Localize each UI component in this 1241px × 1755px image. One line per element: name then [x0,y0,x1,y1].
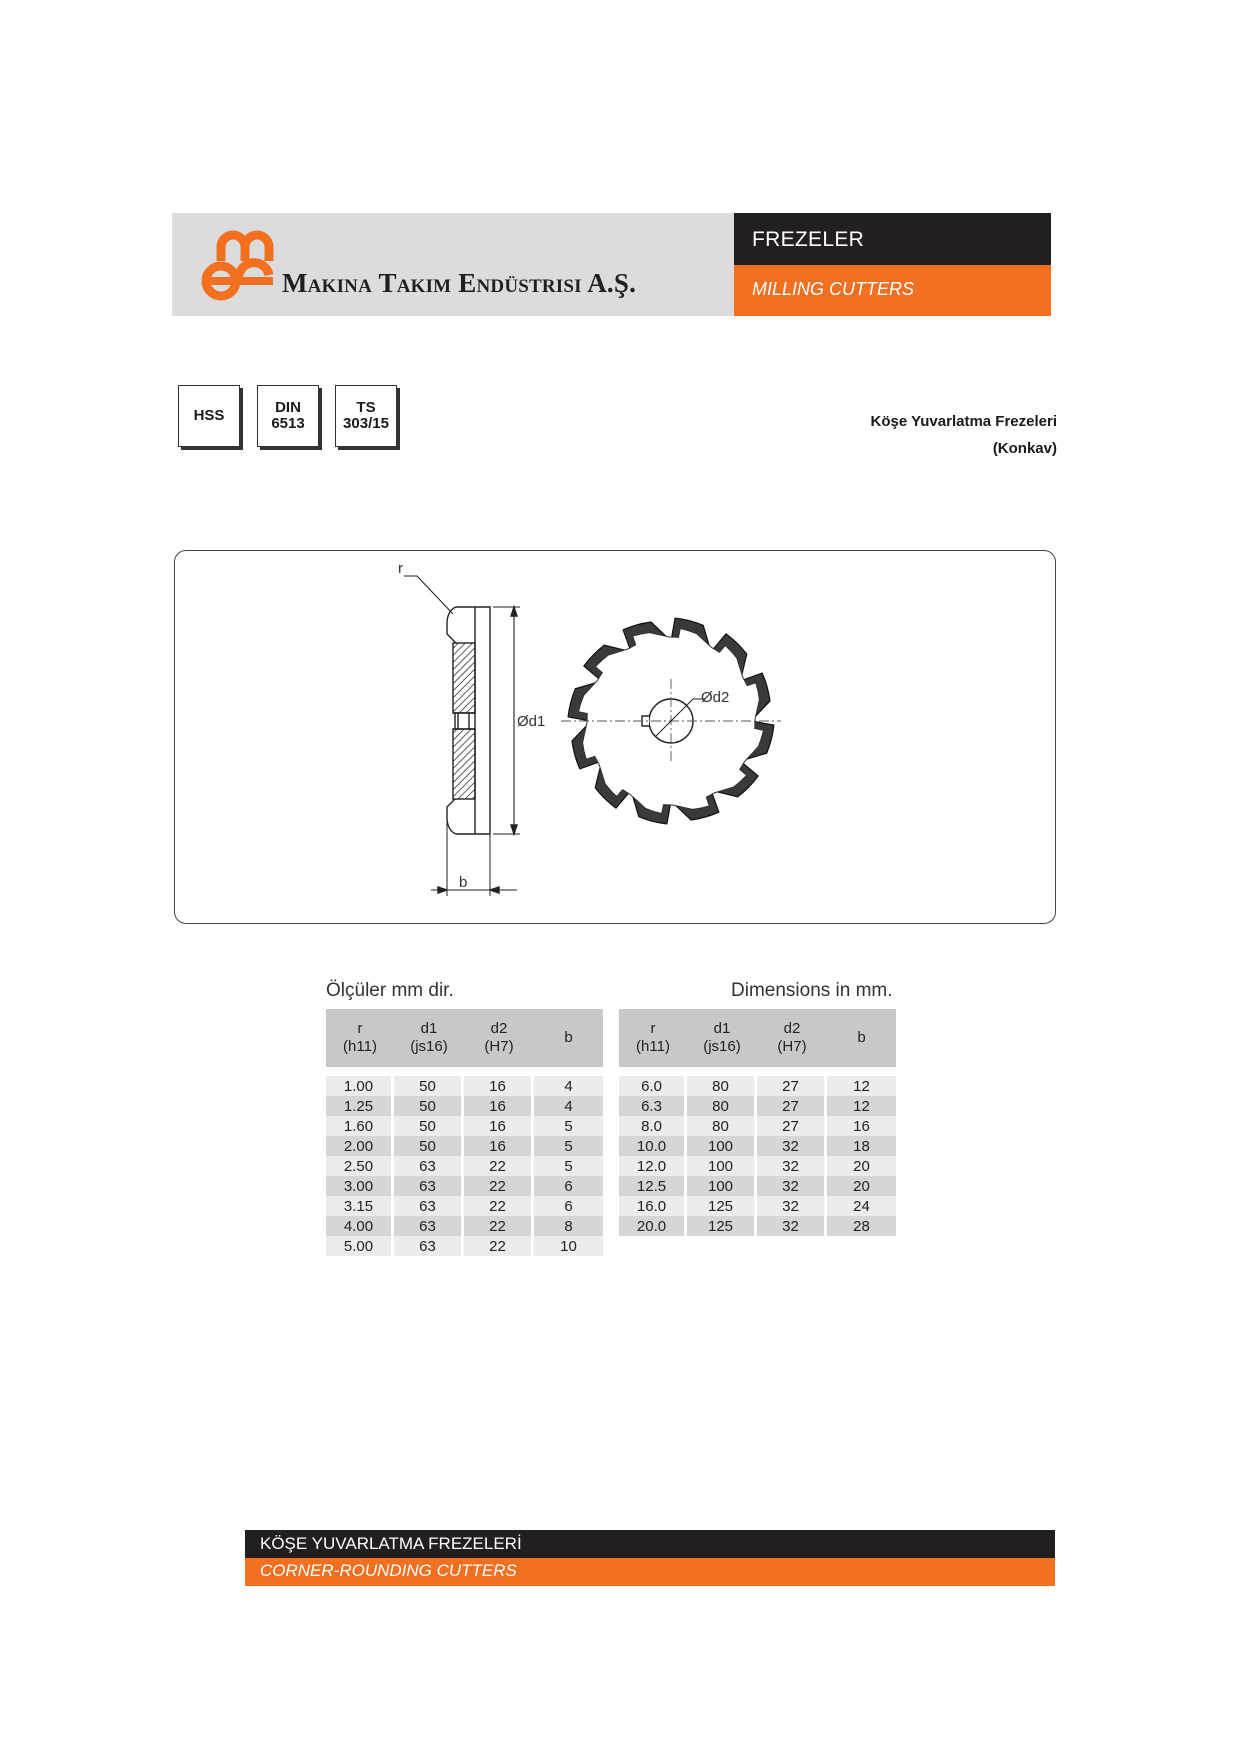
table-row [619,1156,896,1176]
table-cell: 5.00 [326,1236,394,1256]
table-cell: 32 [757,1156,827,1176]
badge-ts [335,385,397,447]
table-cell: 100 [687,1176,757,1196]
badge-din [257,385,319,447]
header-d2: d2 (H7) [464,1009,534,1067]
table-cell: 10.0 [619,1136,687,1156]
table-cell: 50 [394,1076,464,1096]
table-row [326,1196,603,1216]
table-cell: 22 [464,1156,534,1176]
table-cell: 20.0 [619,1216,687,1236]
table-cell: 50 [394,1136,464,1156]
table-row [619,1116,896,1136]
table-row [619,1096,896,1116]
table-cell: 6.3 [619,1096,687,1116]
table-cell: 22 [464,1216,534,1236]
product-title-line2: (Konkav) [992,440,1057,457]
table-row [326,1236,603,1256]
caption-en: Dimensions in mm. [731,980,893,1001]
table-cell: 32 [757,1136,827,1156]
table-row [326,1096,603,1116]
table-cell: 63 [394,1156,464,1176]
table-cell: 80 [687,1096,757,1116]
table-cell: 2.00 [326,1136,394,1156]
table-cell: 5 [534,1136,603,1156]
table-cell: 50 [394,1096,464,1116]
side-view [404,576,520,896]
badge-line2: 6513 [271,415,305,432]
table-cell: 32 [757,1216,827,1236]
table-cell: 63 [394,1176,464,1196]
table-cell: 6 [534,1176,603,1196]
table-cell: 16 [464,1136,534,1156]
table-cell: 1.25 [326,1096,394,1116]
table-cell: 28 [827,1216,896,1236]
table-cell: 24 [827,1196,896,1216]
table-cell: 100 [687,1156,757,1176]
table-cell: 80 [687,1076,757,1096]
table-cell: 3.15 [326,1196,394,1216]
table-cell: 63 [394,1216,464,1236]
table-cell: 16.0 [619,1196,687,1216]
table-cell: 8.0 [619,1116,687,1136]
table-cell: 5 [534,1116,603,1136]
table-cell: 100 [687,1136,757,1156]
table-cell: 125 [687,1216,757,1236]
header-d1: d1 (js16) [687,1009,757,1067]
header-b: b [827,1009,896,1067]
dimensions-table-right [619,1009,896,1236]
table-cell: 16 [827,1116,896,1136]
table-cell: 16 [464,1096,534,1116]
dimensions-table-left [326,1009,603,1256]
table-cell: 27 [757,1076,827,1096]
table-cell: 5 [534,1156,603,1176]
table-cell: 63 [394,1236,464,1256]
table-cell: 80 [687,1116,757,1136]
table-cell: 8 [534,1216,603,1236]
table-cell: 4 [534,1076,603,1096]
table-cell: 6 [534,1196,603,1216]
table-cell: 1.60 [326,1116,394,1136]
header-title: FREZELER [752,228,865,251]
cutter-drawing [175,551,1055,923]
badge-hss [178,385,240,447]
table-row [619,1176,896,1196]
table-row [326,1076,603,1096]
table-cell: 4 [534,1096,603,1116]
front-view [561,618,781,824]
table-cell: 1.00 [326,1076,394,1096]
table-row [619,1076,896,1096]
table-row [326,1156,603,1176]
header-subtitle: MILLING CUTTERS [752,279,915,299]
table-cell: 27 [757,1096,827,1116]
table-cell: 20 [827,1156,896,1176]
table-row [619,1136,896,1156]
table-row [326,1116,603,1136]
badge-line1: DIN [275,399,301,416]
table-row [619,1216,896,1236]
badge-line1: HSS [193,407,225,424]
table-row [326,1136,603,1156]
table-cell: 10 [534,1236,603,1256]
header-d1: d1 (js16) [394,1009,464,1067]
table-cell: 2.50 [326,1156,394,1176]
table-row [619,1196,896,1216]
table-row [326,1176,603,1196]
header-r: r (h11) [619,1009,687,1067]
badge-line1: TS [356,399,376,416]
table-cell: 125 [687,1196,757,1216]
table-cell: 27 [757,1116,827,1136]
table-cell: 63 [394,1196,464,1216]
header-d2: d2 (H7) [757,1009,827,1067]
table-cell: 4.00 [326,1216,394,1236]
company-logo-icon [195,227,277,303]
caption-tr: Ölçüler mm dir. [326,980,454,1001]
technical-drawing-frame [174,550,1056,924]
table-cell: 50 [394,1116,464,1136]
badge-line2: 303/15 [343,415,389,432]
product-title [871,408,1058,462]
label-d1: Ød1 [517,713,546,730]
table-cell: 32 [757,1176,827,1196]
header-b: b [534,1009,603,1067]
table-cell: 3.00 [326,1176,394,1196]
table-cell: 16 [464,1076,534,1096]
label-b: b [459,874,468,891]
table-cell: 22 [464,1196,534,1216]
table-cell: 12 [827,1076,896,1096]
product-title-line1: Köşe Yuvarlatma Frezeleri [870,413,1057,430]
label-r: r [398,560,403,577]
footer-subtitle: CORNER-ROUNDING CUTTERS [260,1561,517,1580]
table-cell: 12.5 [619,1176,687,1196]
table-cell: 16 [464,1116,534,1136]
table-cell: 22 [464,1176,534,1196]
company-name: Makina Takım Endüstrisi A.Ş. [282,268,637,298]
table-row [326,1216,603,1236]
table-cell: 12 [827,1096,896,1116]
footer-title: KÖŞE YUVARLATMA FREZELERİ [260,1534,522,1553]
table-cell: 6.0 [619,1076,687,1096]
label-d2: Ød2 [701,689,730,706]
header-r: r (h11) [326,1009,394,1067]
table-cell: 12.0 [619,1156,687,1176]
table-cell: 22 [464,1236,534,1256]
table-cell: 18 [827,1136,896,1156]
table-cell: 20 [827,1176,896,1196]
table-cell: 32 [757,1196,827,1216]
